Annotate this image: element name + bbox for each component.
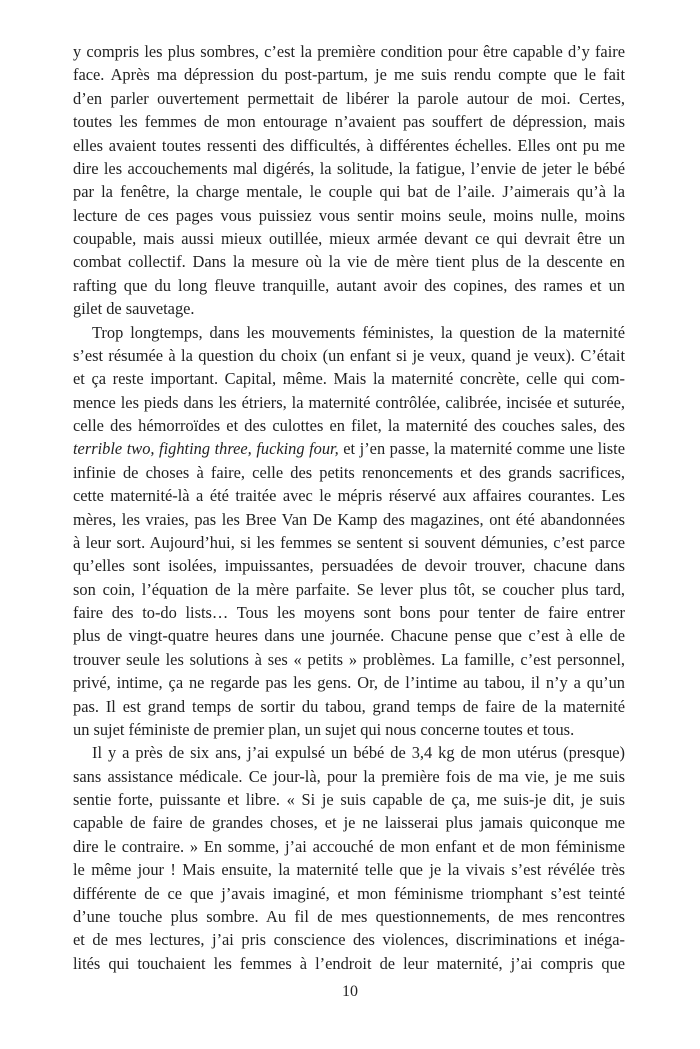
text-line: à leur sort. Aujourd’hui, si les femmes se sentent si souvent démunies, c’est parce	[73, 532, 625, 552]
text-line: Il y a près de six ans, j’ai expulsé un bébé de 3,4 kg de mon utérus (presque)	[92, 743, 625, 763]
text-line: capable de faire de grandes choses, et je ne laisserai plus jamais quiconque me	[73, 813, 625, 833]
text-line: s’est résumée à la question du choix (un enfant si je veux, quand je veux). C’était	[73, 345, 625, 365]
text-line: lités qui touchaient les femmes à l’endroit de leur maternité, j’ai compris que	[73, 953, 625, 973]
text-line: d’une touche plus sombre. Au fil de mes questionnements, de mes rencontres	[73, 906, 625, 926]
text-line: infinie de choses à faire, celle des petits renoncements et des grands sacrifices,	[73, 462, 625, 482]
paragraph-3	[73, 741, 625, 975]
text-line: le même jour ! Mais ensuite, la maternité telle que je la vivais s’est révélée très	[73, 860, 625, 880]
text-line: par la fenêtre, la charge mentale, le couple qui bat de l’aile. J’aimerais qu’à la	[73, 182, 625, 202]
text-line: y compris les plus sombres, c’est la première condition pour être capable d’y faire	[73, 42, 625, 61]
text-line: toutes les femmes de mon entourage n’avaient pas souffert de dépression, mais	[73, 112, 625, 132]
text-line: privé, intime, ça ne regarde pas les gens. Or, de l’intime au tabou, il n’y a qu’un	[73, 673, 625, 693]
text-line: et ça reste important. Capital, même. Mais la maternité concrète, celle qui com-	[73, 369, 625, 389]
text-line: et de mes lectures, j’ai pris conscience des violences, discriminations et inéga-	[73, 930, 625, 950]
body-text	[73, 40, 625, 975]
text-line: mères, les vraies, pas les Bree Van De Kamp des magazines, ont été abandonnées	[73, 509, 625, 529]
text-line: sentie forte, puissante et libre. « Si je suis capable de ça, me suis-je dit, je suis	[73, 790, 625, 809]
text-line: celle des hémorroïdes et des culottes en filet, la maternité des couches sales, des	[73, 416, 625, 435]
text-line: trouver seule les solutions à ses « petits » problèmes. La famille, c’est personnel,	[73, 649, 625, 669]
text-line: face. Après ma dépression du post-partum, je me suis rendu compte que le fait	[73, 65, 625, 85]
text-line: coupable, mais aussi mieux outillée, mieux armée devant ce qui devrait être un	[73, 229, 625, 248]
text-line-italic	[73, 437, 625, 460]
text-line: dire les accouchements mal digérés, la solitude, la fatigue, l’envie de jeter le bébé	[73, 158, 625, 178]
text-line: faire des to-do lists… Tous les moyens sont bons pour tenter de faire entrer	[73, 603, 625, 622]
text-line: gilet de sauvetage.	[73, 299, 195, 319]
text-line: cette maternité-là a été traitée avec le mépris réservé aux affaires courantes. Les	[73, 486, 625, 506]
text-line: elles avaient toutes ressenti des difficultés, à différentes échelles. Elles ont pu me	[73, 135, 625, 155]
text-run: et j’en passe, la maternité comme une liste	[338, 439, 625, 459]
text-line: différente de ce que j’avais imaginé, et mon féminisme triomphant s’est teinté	[73, 883, 625, 903]
text-line: qu’elles sont isolées, impuissantes, persuadées de devoir trouver, chacune dans	[73, 556, 625, 576]
page-number: 10	[342, 983, 358, 1000]
text-line: sans assistance médicale. Ce jour-là, pour la première fois de ma vie, je me suis	[73, 766, 625, 786]
text-line: mence les pieds dans les étriers, la maternité contrôlée, calibrée, incisée et suturée,	[73, 392, 625, 412]
text-line: un sujet féministe de premier plan, un sujet qui nous concerne toutes et tous.	[73, 719, 575, 739]
text-line: combat collectif. Dans la mesure où la vie de mère tient plus de la descente en	[73, 252, 625, 272]
text-line: dire le contraire. » En somme, j’ai accouché de mon enfant et de mon féminisme	[73, 836, 625, 856]
text-line: pas. Il est grand temps de sortir du tabou, grand temps de faire de la maternité	[73, 696, 625, 716]
text-line: rafting que du long fleuve tranquille, autant avoir des copines, des rames et un	[73, 275, 625, 295]
text-line: plus de vingt-quatre heures dans une journée. Chacune pense que c’est à elle de	[73, 626, 625, 646]
text-line: d’en parler ouvertement permettait de libérer la parole autour de moi. Certes,	[73, 88, 625, 108]
text-line: lecture de ces pages vous puissiez vous sentir moins seule, moins nulle, moins	[73, 205, 625, 225]
text-line: Trop longtemps, dans les mouvements féministes, la question de la maternité	[92, 322, 625, 342]
paragraph-1	[73, 40, 625, 321]
italic-phrase: terrible two, fighting three, fucking four,	[73, 439, 339, 459]
paragraph-2	[73, 321, 625, 742]
text-line: son coin, l’équation de la mère parfaite. Se lever plus tôt, se coucher plus tard,	[73, 579, 625, 599]
